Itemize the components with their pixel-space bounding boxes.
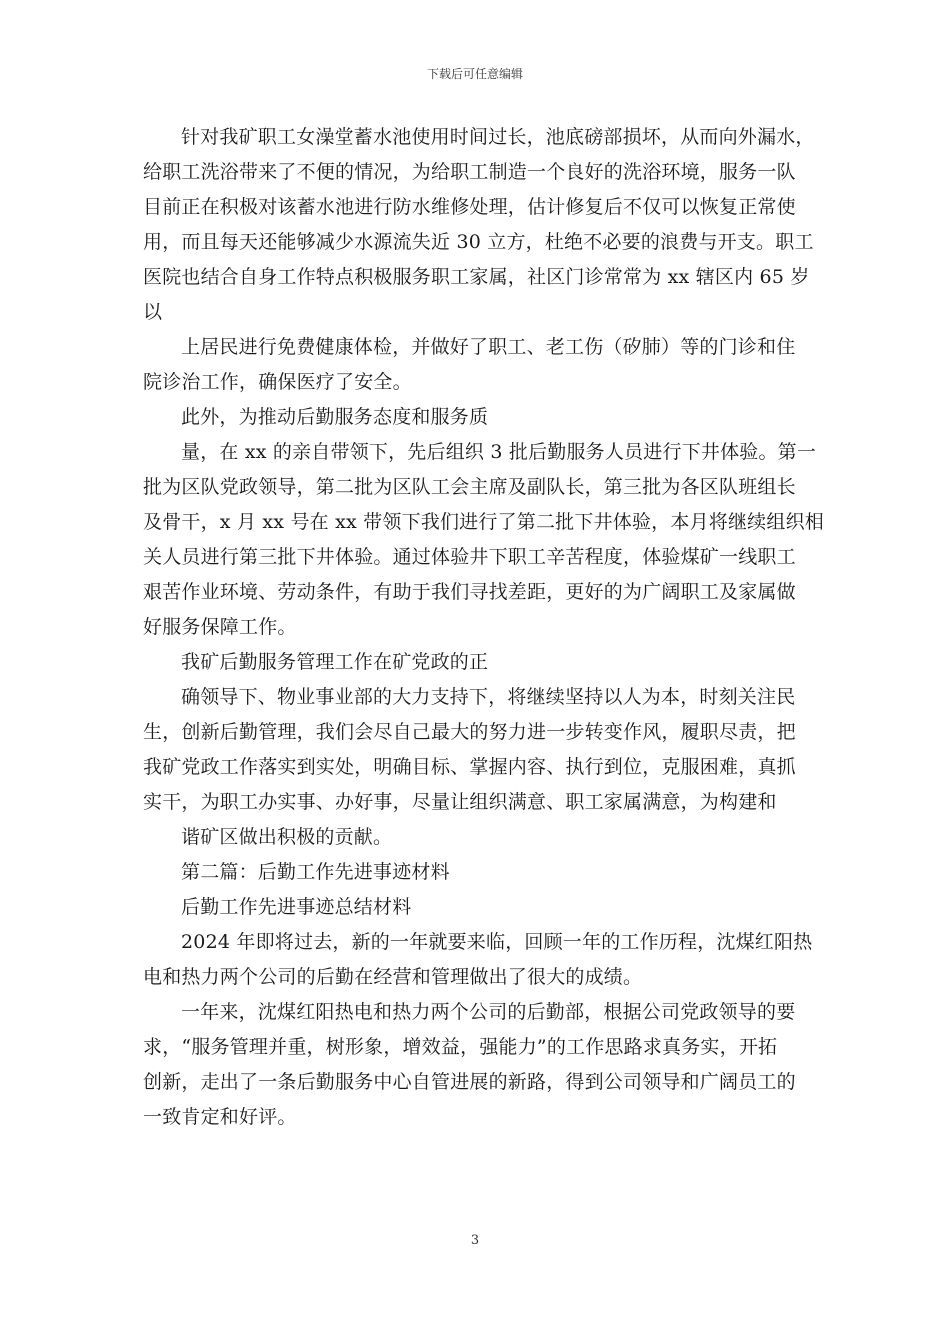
text-line: 艰苦作业环境、劳动条件，有助于我们寻找差距，更好的为广阔职工及家属做 (143, 581, 796, 603)
text-line: 第二篇：后勤工作先进事迹材料 (181, 861, 450, 883)
text-line: 给职工洗浴带来了不便的情况，为给职工制造一个良好的洗浴环境，服务一队 (143, 161, 796, 183)
text-line: 用，而且每天还能够减少水源流失近 30 立方，杜绝不必要的浪费与开支。职工 (143, 231, 814, 253)
text-line: 谐矿区做出积极的贡献。 (181, 826, 393, 848)
text-line: 确领导下、物业事业部的大力支持下，将继续坚持以人为本，时刻关注民 (181, 686, 796, 708)
text-line: 电和热力两个公司的后勤在经营和管理做出了很大的成绩。 (143, 966, 643, 988)
page-number: 3 (470, 1233, 480, 1248)
text-line: 一致肯定和好评。 (143, 1106, 297, 1128)
text-line: 实干，为职工办实事、办好事，尽量让组织满意、职工家属满意，为构建和 (143, 791, 777, 813)
text-line: 生，创新后勤管理，我们会尽自己最大的努力进一步转变作风，履职尽责，把 (143, 721, 796, 743)
text-line: 后勤工作先进事迹总结材料 (181, 896, 412, 918)
text-line: 我矿后勤服务管理工作在矿党政的正 (181, 651, 489, 673)
text-line: 针对我矿职工女澡堂蓄水池使用时间过长，池底磅部损坏，从而向外漏水， (181, 126, 815, 148)
text-line: 量，在 xx 的亲自带领下，先后组织 3 批后勤服务人员进行下井体验。第一 (181, 441, 817, 463)
text-line: 2024 年即将过去，新的一年就要来临，回顾一年的工作历程，沈煤红阳热 (181, 931, 813, 953)
page-header: 下载后可任意编辑 (426, 67, 523, 81)
text-line: 以 (143, 301, 163, 323)
text-line: 此外，为推动后勤服务态度和服务质 (181, 406, 489, 428)
text-line: 一年来，沈煤红阳热电和热力两个公司的后勤部，根据公司党政领导的要 (181, 1001, 796, 1023)
text-line: 求，“服务管理并重，树形象，增效益，强能力”的工作思路求真务实，开拓 (143, 1036, 778, 1058)
text-line: 上居民进行免费健康体检，并做好了职工、老工伤（矽肺）等的门诊和住 (181, 336, 796, 358)
text-line: 创新，走出了一条后勤服务中心自管进展的新路，得到公司领导和广阔员工的 (143, 1071, 796, 1093)
document-body (143, 120, 824, 1135)
text-line: 院诊治工作，确保医疗了安全。 (143, 371, 412, 393)
text-line: 好服务保障工作。 (143, 616, 297, 638)
text-line: 及骨干，x 月 xx 号在 xx 带领下我们进行了第二批下井体验，本月将继续组织相 (143, 511, 824, 533)
text-line: 我矿党政工作落实到实处，明确目标、掌握内容、执行到位，克服困难，真抓 (143, 756, 796, 778)
text-line: 批为区队党政领导，第二批为区队工会主席及副队长，第三批为各区队班组长 (143, 476, 796, 498)
text-line: 目前正在积极对该蓄水池进行防水维修处理，估计修复后不仅可以恢复正常使 (143, 196, 796, 218)
text-line: 医院也结合自身工作特点积极服务职工家属，社区门诊常常为 xx 辖区内 65 岁 (143, 266, 810, 288)
text-line: 关人员进行第三批下井体验。通过体验井下职工辛苦程度，体验煤矿一线职工 (143, 546, 796, 568)
